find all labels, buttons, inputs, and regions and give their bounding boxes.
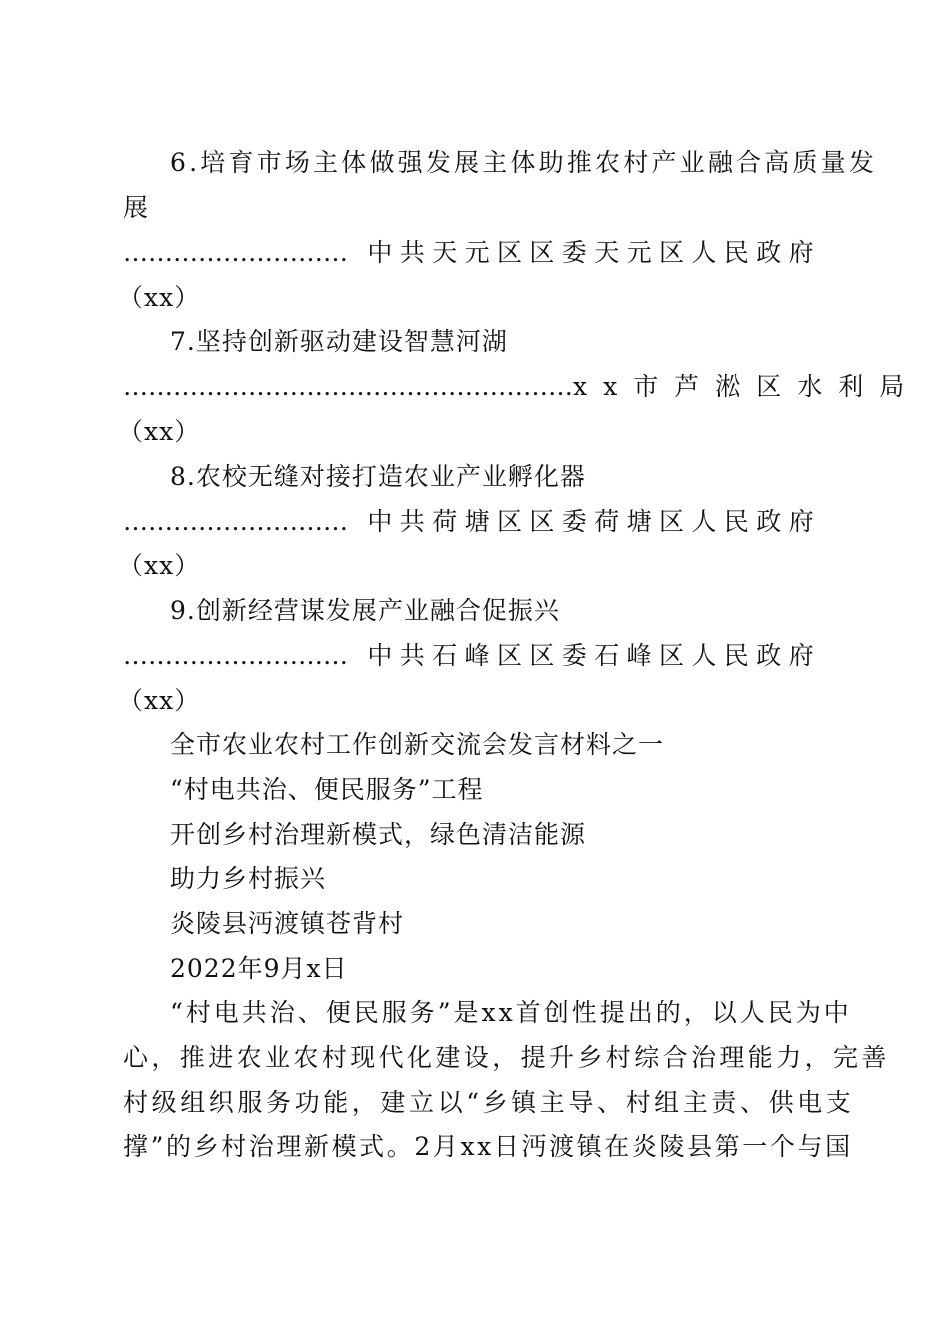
article-title-b: 开创乡村治理新模式，绿色清洁能源 [170, 820, 587, 849]
toc-item-8-leader [123, 507, 821, 537]
toc-item-9-leader [123, 641, 821, 671]
toc-item-6-title [170, 148, 878, 178]
toc-item-7-leader [123, 372, 921, 402]
toc-item-8-dots: ……………………… [123, 507, 348, 536]
toc-item-8-org: 中共荷塘区区委荷塘区人民政府 [367, 507, 821, 536]
toc-item-6-leader [123, 238, 821, 268]
toc-item-9-title: 9.创新经营谋发展产业融合促振兴 [170, 596, 560, 625]
toc-item-6-title-text: 6.培育市场主体做强发展主体助推农村产业融合高质量发 [170, 148, 878, 177]
toc-item-9-year: （xx） [118, 686, 201, 715]
toc-item-6-title-cont: 展 [123, 193, 150, 222]
toc-item-6-dots: ……………………… [123, 238, 348, 267]
article-series: 全市农业农村工作创新交流会发言材料之一 [170, 730, 665, 759]
toc-item-7-dots: ……………………………………………… [123, 372, 573, 401]
article-title-a: “村电共治、便民服务”工程 [170, 775, 484, 804]
article-body-line-4: 撑”的乡村治理新模式。2月xx日沔渡镇在炎陵县第一个与国 [123, 1132, 853, 1161]
toc-item-9-org: 中共石峰区区委石峰区人民政府 [367, 641, 821, 670]
toc-item-9-dots: ……………………… [123, 641, 348, 670]
toc-item-7-org: xx市芦淞区水利局 [573, 372, 921, 401]
toc-item-8-year: （xx） [118, 551, 201, 580]
toc-item-7-year: （xx） [118, 417, 201, 446]
article-date: 2022年9月x日 [170, 954, 348, 983]
toc-item-6-year: （xx） [118, 283, 201, 312]
article-title-c: 助力乡村振兴 [170, 864, 327, 893]
toc-item-8-title: 8.农校无缝对接打造农业产业孵化器 [170, 462, 586, 491]
toc-item-6-org: 中共天元区区委天元区人民政府 [367, 238, 821, 267]
article-body-line-1: “村电共治、便民服务”是xx首创性提出的，以人民为中 [170, 998, 852, 1027]
article-author: 炎陵县沔渡镇苍背村 [170, 909, 405, 938]
article-body-line-3: 村级组织服务功能，建立以“乡镇主导、村组主责、供电支 [123, 1088, 855, 1117]
article-body-line-2: 心，推进农业农村现代化建设，提升乡村综合治理能力，完善 [123, 1043, 890, 1072]
toc-item-7-title: 7.坚持创新驱动建设智慧河湖 [170, 327, 508, 356]
